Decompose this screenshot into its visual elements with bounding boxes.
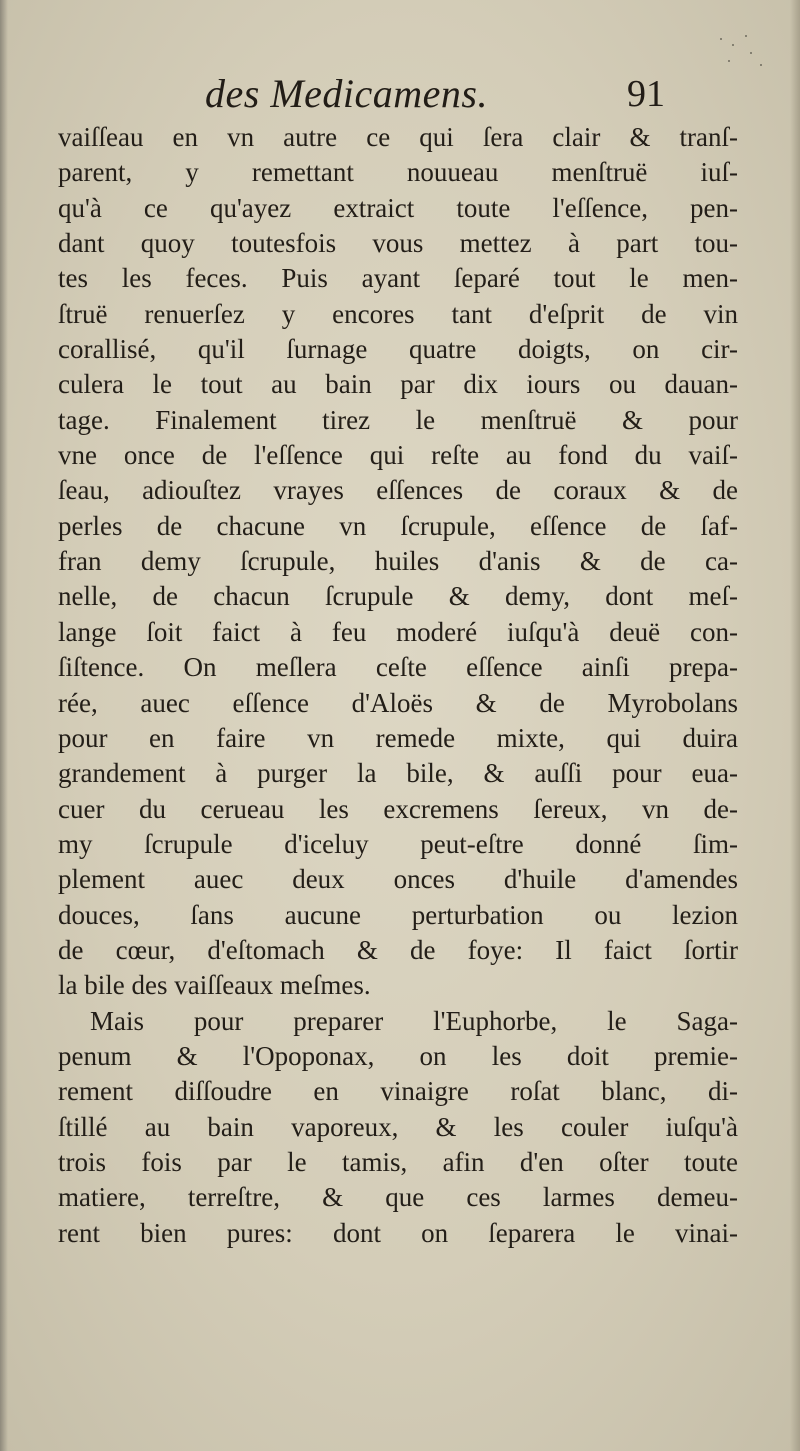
text-line: perles de chacune vn ſcrupule, eſſence de ſaf-: [58, 510, 738, 541]
body-text: [58, 120, 738, 1251]
text-line: grandement à purger la bile, & auſſi pour eua-: [58, 758, 738, 789]
text-line: de cœur, d'eſtomach & de foye: Il faict ſortir: [58, 934, 738, 965]
text-line: matiere, terreſtre, & que ces larmes demeu-: [58, 1182, 738, 1213]
text-line: rement diſſoudre en vinaigre roſat blanc, di-: [58, 1076, 738, 1107]
text-line: nelle, de chacun ſcrupule & demy, dont meſ-: [58, 581, 738, 612]
paragraph-start-line: Mais pour preparer l'Euphorbe, le Saga-: [90, 1005, 738, 1036]
text-line: my ſcrupule d'iceluy peut-eſtre donné ſim-: [58, 828, 738, 859]
page-number: 91: [627, 73, 665, 115]
text-line: douces, ſans aucune perturbation ou lezion: [58, 899, 738, 930]
text-line: vaiſſeau en vn autre ce qui ſera clair & tranſ-: [58, 122, 738, 152]
text-line: ſeau, adiouſtez vrayes eſſences de coraux & de: [58, 475, 738, 506]
paper-specks: [710, 30, 770, 80]
text-line: cuer du cerueau les excremens ſereux, vn de-: [58, 793, 738, 824]
text-line: dant quoy toutesfois vous mettez à part tou-: [58, 228, 738, 259]
text-line: fran demy ſcrupule, huiles d'anis & de ca-: [58, 546, 738, 577]
page-header: [205, 70, 665, 122]
text-line: trois fois par le tamis, afin d'en oſter toute: [58, 1146, 738, 1177]
text-line: plement auec deux onces d'huile d'amendes: [58, 864, 738, 895]
page-left-edge-shadow: [0, 0, 8, 1451]
text-line: corallisé, qu'il ſurnage quatre doigts, on cir-: [58, 334, 738, 365]
text-line: rée, auec eſſence d'Aloës & de Myrobolans: [58, 687, 738, 718]
text-line: tage. Finalement tirez le menſtruë & pour: [58, 404, 738, 435]
text-line: tes les feces. Puis ayant ſeparé tout le men-: [58, 263, 738, 294]
text-line: vne once de l'eſſence qui reſte au fond du vaiſ-: [58, 440, 738, 471]
text-line: ſtruë renuerſez y encores tant d'eſprit de vin: [58, 298, 738, 329]
text-line: rent bien pures: dont on ſeparera le vinai-: [58, 1217, 738, 1248]
text-line: ſiſtence. On meſlera ceſte eſſence ainſi prepa-: [58, 652, 738, 683]
text-line: penum & l'Opoponax, on les doit premie-: [58, 1040, 738, 1071]
text-line: culera le tout au bain par dix iours ou dauan-: [58, 369, 738, 400]
text-line: parent, y remettant nouueau menſtruë iuſ-: [58, 157, 738, 188]
paragraph-end-line: la bile des vaiſſeaux meſmes.: [58, 970, 371, 1001]
running-title: des Medicamens.: [205, 71, 488, 116]
text-line: pour en faire vn remede mixte, qui duira: [58, 722, 738, 753]
text-line: ſtillé au bain vaporeux, & les couler iuſqu'à: [58, 1111, 738, 1142]
text-line: qu'à ce qu'ayez extraict toute l'eſſence, pen-: [58, 192, 738, 223]
page-right-edge: [790, 0, 800, 1451]
text-line: lange ſoit faict à feu moderé iuſqu'à deuë con-: [58, 616, 738, 647]
